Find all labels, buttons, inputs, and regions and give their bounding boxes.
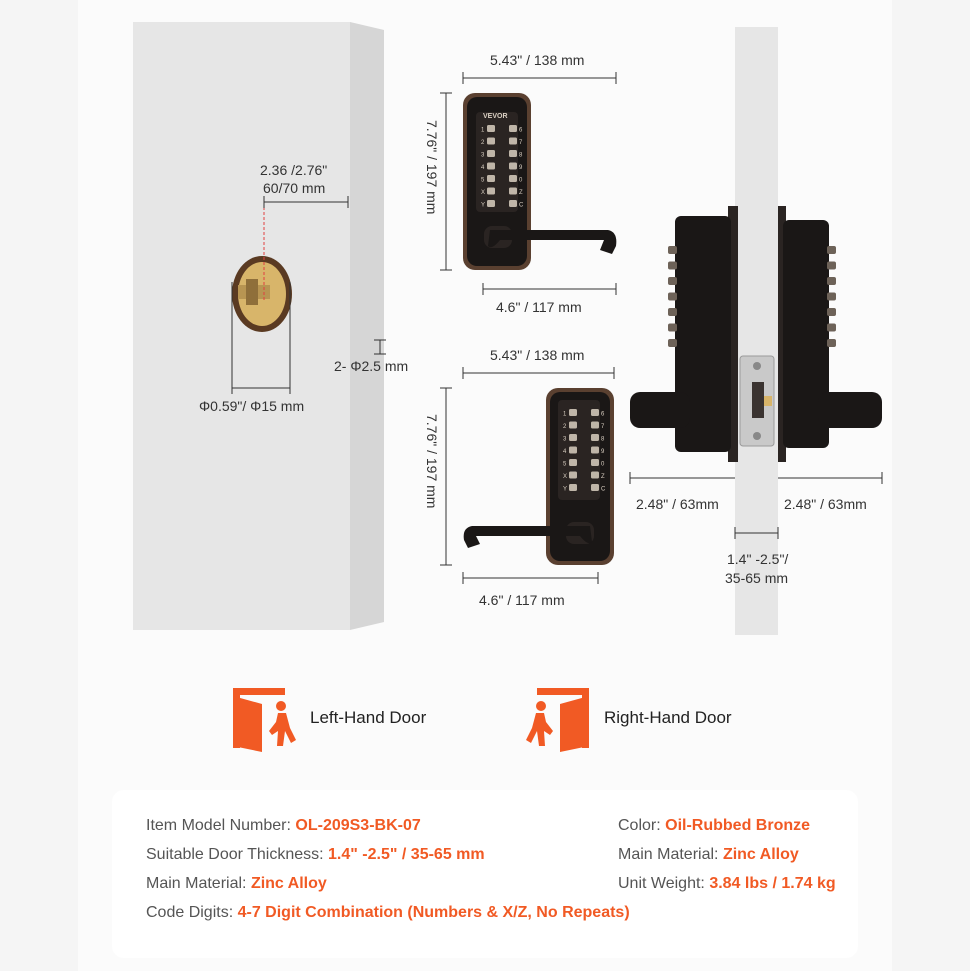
right-hand-door-icon <box>526 688 589 752</box>
keypad-key-label: X <box>481 190 486 196</box>
spec-model-value: OL-209S3-BK-07 <box>295 817 421 834</box>
spec-code-value: 4-7 Digit Combination (Numbers & X/Z, No Repeats) <box>237 904 630 921</box>
spec-material-left-label: Main Material: <box>146 875 247 892</box>
side-keypad-button <box>827 277 836 285</box>
keypad-button <box>591 434 599 441</box>
side-keypad-button <box>827 293 836 301</box>
keypad-button <box>591 484 599 491</box>
keypad-key-label: 5 <box>563 461 567 468</box>
keypad-key-label: 6 <box>519 127 523 134</box>
side-keypad-button <box>668 262 677 270</box>
side-keypad-button <box>668 277 677 285</box>
spec-weight-value: 3.84 lbs / 1.74 kg <box>709 875 836 892</box>
side-keypad-button <box>827 308 836 316</box>
keypad-key-label: 0 <box>601 461 605 468</box>
keypad-key-label: 2 <box>563 424 567 430</box>
keypad-key-label: 7 <box>519 140 523 146</box>
keypad-key-label: Z <box>519 190 523 196</box>
keypad-key-label: 4 <box>481 165 485 171</box>
keypad-button <box>509 125 517 132</box>
side-keypad-button <box>668 324 677 332</box>
latch-offset-label-2: 60/70 mm <box>263 180 326 196</box>
spec-color <box>618 817 810 835</box>
hole-large-label: Φ0.59"/ Φ15 mm <box>199 398 305 414</box>
left-hand-door-icon <box>233 688 296 752</box>
top-handle-label: 4.6" / 117 mm <box>496 299 582 315</box>
spec-thickness <box>146 846 485 864</box>
keypad-key-label: C <box>519 202 524 209</box>
spec-weight-label: Unit Weight: <box>618 875 705 892</box>
top-width-label: 5.43" / 138 mm <box>490 52 585 68</box>
keypad-button <box>569 484 577 491</box>
keypad-button <box>569 447 577 454</box>
keypad-button <box>509 138 517 145</box>
bottom-width-label: 5.43" / 138 mm <box>490 347 585 363</box>
latch-offset-label-1: 2.36 /2.76" <box>260 162 328 178</box>
keypad-button <box>487 125 495 132</box>
spec-card <box>112 790 858 958</box>
keypad-key-label: Y <box>563 486 568 493</box>
keypad-button <box>509 188 517 195</box>
keypad-key-label: Z <box>601 474 605 480</box>
spec-model-label: Item Model Number: <box>146 817 291 834</box>
keypad-key-label: 1 <box>563 411 567 418</box>
spec-weight <box>618 875 836 893</box>
spec-thickness-value: 1.4" -2.5" / 35-65 mm <box>328 846 485 863</box>
keypad-button <box>509 163 517 170</box>
lock-side-view <box>630 27 882 635</box>
door-thickness-label-1: 1.4" -2.5"/ <box>727 551 789 567</box>
keypad-key-label: 2 <box>481 140 485 146</box>
top-height-label: 7.76" / 197 mm <box>424 120 440 215</box>
keypad-button <box>509 150 517 157</box>
side-right-label: 2.48" / 63mm <box>784 496 867 512</box>
keypad-key-label: 5 <box>481 177 485 184</box>
keypad-key-label: Y <box>481 202 486 209</box>
keypad-key-label: 4 <box>563 449 567 455</box>
bottom-height-label: 7.76" / 197 mm <box>424 414 440 509</box>
spec-code-label: Code Digits: <box>146 904 234 921</box>
side-keypad-button <box>827 262 836 270</box>
keypad-button <box>591 409 599 416</box>
keypad-key-label: 6 <box>601 411 605 418</box>
keypad-button <box>591 472 599 479</box>
keypad-key-label: 8 <box>519 152 523 159</box>
keypad-button <box>591 447 599 454</box>
side-left-label: 2.48" / 63mm <box>636 496 719 512</box>
keypad-button <box>509 200 517 207</box>
spec-color-value: Oil-Rubbed Bronze <box>665 817 811 834</box>
keypad-button <box>591 422 599 429</box>
left-hand-door-label: Left-Hand Door <box>310 708 427 727</box>
spec-material-right-value: Zinc Alloy <box>722 846 799 863</box>
hole-small-label: 2- Φ2.5 mm <box>334 358 409 374</box>
keypad-key-label: 8 <box>601 436 605 443</box>
keypad-button <box>487 150 495 157</box>
keypad-button <box>509 175 517 182</box>
keypad-button <box>569 472 577 479</box>
side-keypad-button <box>668 308 677 316</box>
keypad-button <box>569 459 577 466</box>
keypad-button <box>569 434 577 441</box>
keypad-key-label: C <box>601 486 606 493</box>
keypad-button <box>591 459 599 466</box>
keypad-key-label: 9 <box>519 165 523 171</box>
spec-material-left <box>146 875 327 893</box>
keypad-key-label: 1 <box>481 127 485 134</box>
side-keypad-button <box>827 324 836 332</box>
spec-material-left-value: Zinc Alloy <box>250 875 327 892</box>
bottom-handle-label: 4.6" / 117 mm <box>479 592 565 608</box>
keypad-key-label: X <box>563 474 568 480</box>
keypad-button <box>487 188 495 195</box>
spec-code <box>146 904 630 922</box>
brand-logo: VEVOR <box>483 113 508 120</box>
keypad-key-label: 3 <box>563 436 567 443</box>
spec-model <box>146 817 421 835</box>
spec-material-right-label: Main Material: <box>618 846 719 863</box>
spec-thickness-label: Suitable Door Thickness: <box>146 846 324 863</box>
lock-front-bottom <box>464 388 614 565</box>
side-keypad-button <box>668 293 677 301</box>
keypad-button <box>569 422 577 429</box>
keypad-key-label: 0 <box>519 177 523 184</box>
keypad-button <box>487 163 495 170</box>
right-hand-door-label: Right-Hand Door <box>604 708 732 727</box>
keypad-key-label: 3 <box>481 152 485 159</box>
keypad-button <box>487 138 495 145</box>
keypad-button <box>487 175 495 182</box>
spec-material-right <box>618 846 799 864</box>
side-keypad-button <box>827 339 836 347</box>
side-keypad-button <box>827 246 836 254</box>
keypad-button <box>487 200 495 207</box>
side-keypad-button <box>668 246 677 254</box>
spec-color-label: Color: <box>618 817 661 834</box>
keypad-key-label: 7 <box>601 424 605 430</box>
side-keypad-button <box>668 339 677 347</box>
keypad-button <box>569 409 577 416</box>
door-thickness-label-2: 35-65 mm <box>725 570 789 586</box>
keypad-key-label: 9 <box>601 449 605 455</box>
